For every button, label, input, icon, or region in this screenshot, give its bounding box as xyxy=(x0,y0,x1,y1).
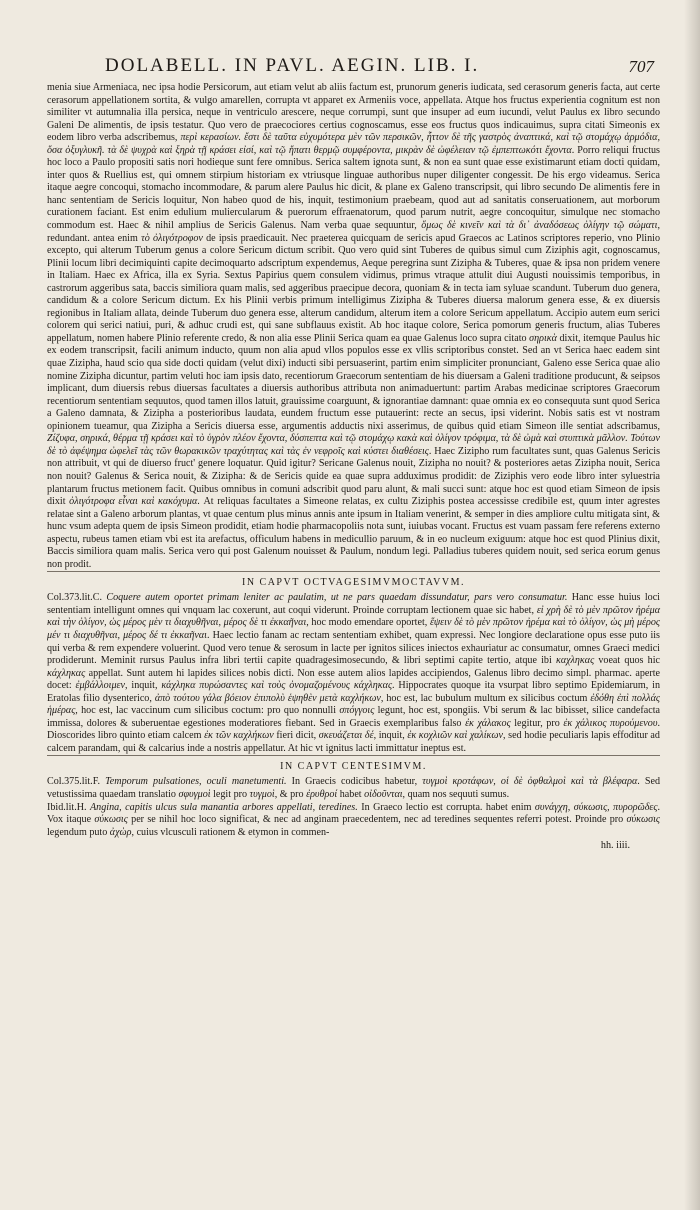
greek-quotation: σύκωσις xyxy=(94,814,128,826)
greek-quotation: ἐκ κοχλιῶν καὶ χαλίκων xyxy=(407,730,504,742)
text-run: Col.375.lit.F. xyxy=(47,776,106,788)
text-run: de ipsis praedicauit. Nec praeterea quicquam de sericis apud Graecos ac Latinos scriptores reperio, vno Plinio excepto, qui alterum Tuberum genus a colore Sericum dictum scribit. Quo vero quid sint Tuberes de quibus simul cum Ziziphis agit, cognoscamus, Plinii locum libri decimiquinti capite decimoquarto adscriptum expendemus, Aeque peregrina sunt Zizipha & Tuberes, quae & ipsa non pridem venere in Italiam. Haec ex Africa, illa ex Syria. Sextus Papirius quem consulem vidimus, primus vtraque attulit diui Augusti nouissimis temporibus, in castrorum aggeribus sata, baccis similiora quam malis, sed aggeribus praecipue decora, quoniam & in tecta iam syluae scandunt. Tuberum duo genera, candidum & a colore Sericum dictum. Ex his Plinii verbis primum intelligimus Zizipha & Tuberes diuersa malorum genera esse, & ex diuersis regionibus in Italiam allata, deinde Tuberum duo genera esse, alterum candidum, alterum item a colore Sericum appellatum. Accipio autem eum serici colorem qui serici natiui, puri, & adhuc crudi est, qui sane subflauus existit. Ab hoc itaque colore, Serica pomorum generis fructum, alias Tuberes appellatum, nomen habere Plinio referente credo, & non alia esse Plinii Serica quam ea quae Galenus loco supra citato xyxy=(47,232,660,344)
text-run: , & pro xyxy=(274,788,307,800)
text-run: . At reliquas facultates a Simeone relatas, ex cultu Ziziphis postea accessisse credibile est, quum inter agrestes relatae sint a Galeno arborum plantas, vt quae centum plus minus annis ante ipsum in Italiam venerint, & semper in dies ampliore cultu mitigata sint, & hunc vsum adepta quem de ipsis Simeon prodidit, etiam hodie pharmacopoliis nota sunt, iuiubas vocant. Fructus est vuam passam fere referens externo aspectu, rubeus tamen etiam vbi est ita arefactus, officulum habens in medicullio paruum, & in eo nucleum exiguum: atque hoc est quod Plinius dixit, Baccis similiora quam malis. Serica vero qui post Galenum nouisset & Paulum, nondum legi. Palladius tuberes quidem nouit, sed serica eorum genus non prodit. xyxy=(47,496,660,570)
section-paragraph xyxy=(47,776,660,801)
text-run: , hoc modo emendare oportet, xyxy=(306,617,430,629)
text-run: , inquit, xyxy=(373,730,408,742)
text-run: . Dioscorides libro quinto etiam calcem xyxy=(47,717,660,742)
text-run: . Porro reliqui fructus hoc loco a Paulo propositi satis nori hodieque sunt fere omnibus. Serica saltem ignota sunt, & non ea sunt quae esse existimarunt etiam docti quidam, inter quos & Ruellius est, qui omnem stirpium historiam ex vtriusque linguae authoribus nuper diligenter congessit. De his ergo videamus. Serica itaque aegre concoqui, stomacho incommodare, & parum alere Paulus hic dicit, & plane ex Galeno transcripsit, qui libro secundo De alimentis fere in hanc sententiam de Sericis loquitur, Non habeo quod de his, inquit, testimonium praebeam, quod aut ad sanitatis conseruationem, aut morborum curationem faciant. Est enim edulium muliercularum & puerorum effraenatorum, quod parum nutrit, aegre concoquitur, simulque nec stomacho commodum est. Haec & nihil amplius de Sericis Galenus. Nam verba quae sequuntur, xyxy=(47,144,660,232)
text-run: legit pro xyxy=(210,788,250,800)
greek-quotation: σπόγγοις xyxy=(339,705,375,717)
text-run: appellat. Sunt autem hi lapides silices nobis dicti. Non esse autem alios lapides accipiendos, Galenus libro decimo simpl. pharmac. aperte docet: xyxy=(47,667,660,692)
section-divider xyxy=(47,571,660,572)
text-run: , cuius vlcusculi rationem & etymon in commen- xyxy=(131,826,330,838)
greek-quotation: ἐκ τῶν καχλήκων xyxy=(204,730,274,742)
text-run: , inquit, xyxy=(125,680,162,692)
greek-quotation: οἰδοῦνται xyxy=(364,788,403,800)
text-run: . Haec lectio fanam ac rectam sententiam exhibet, quam expressi. Nec longiore declaratione opus esse puto iis qui verba & rem expendere voluerint. Quod vero tenue & serosum in lacte per ignitos silices iniectos exhauriatur ac consumatur, omnes Graeci medici prodiderunt. Meminit rursus Paulus infra libri tertii capite quadragesimosecundo, & libri septimi capite tertio, atque ibi xyxy=(47,629,660,667)
text-run: habet xyxy=(337,788,365,800)
section-paragraph xyxy=(47,802,660,840)
greek-quotation: ἐδόθη ἐπὶ πολλάς ἡμέρας xyxy=(47,692,660,717)
section-paragraph xyxy=(47,592,660,755)
greek-quotation: ὀλιγότροφα εἶναι καὶ κακόχυμα xyxy=(69,496,198,508)
text-run: Col.373.lit.C. xyxy=(47,592,107,604)
section-divider xyxy=(47,755,660,756)
text-run: legendum puto xyxy=(47,826,110,838)
lemma-quotation: Angina, capitis ulcus sula manantia arbores appellati, teredines. xyxy=(90,801,358,813)
greek-quotation: περὶ κερασίων. ἔστι δὲ ταῦτα εὐχυμότερα μὲν τῶν περσικῶν, ἧττον δὲ τῆς γαστρὸς ἀναπτικά, καὶ τῷ στομάχῳ ἁρμόδια, ὅσα ὀξυγλυκῆ. τὰ δὲ ψυχρὰ καὶ ξηρὰ τῇ κράσει εἰσί, καὶ τῷ ἥπατι θερμῷ συμφέροντα, μικρὰν δὲ ὠφέλειαν τῷ ἐμπεπτωκότι ἔχοντα xyxy=(47,132,660,156)
commentary-paragraph xyxy=(47,82,660,571)
text-run: In Graeco lectio est corrupta. habet enim xyxy=(357,801,535,813)
text-run: . Vox itaque xyxy=(47,801,661,826)
text-run: legitur, pro xyxy=(510,717,564,729)
text-run: Hanc esse huius loci sententiam intelligunt omnes qui vnquam lac coxerunt, aut coqui viderunt. Proinde corruptam lectionem quae sic habet, xyxy=(47,592,660,616)
greek-quotation: ἐρυθροί xyxy=(306,788,338,800)
text-run: fieri dicit, xyxy=(273,730,319,742)
greek-quotation: σύκωσις xyxy=(626,814,660,826)
greek-quotation: τὸ ὀλιγότροφον xyxy=(141,232,203,244)
body-text xyxy=(47,60,660,851)
text-run: , hoc est, lac bubulum multum ex silicibus coctum xyxy=(380,692,591,704)
greek-quotation: εἰ χρὴ δὲ τὸ μὲν πρῶτον ἠρέμα καὶ τὴν ὀλίγον, ὡς μέρος μὲν τι διαχυθῆναι, μέρος δὲ τι ἐκκαῆναι xyxy=(47,604,660,629)
text-run: menia siue Armeniaca, nec ipsa hodie Persicorum, aut etiam velut ab aliis factum est, prunorum generis iudicata, sed cerasorum generis facta, aut certe cerasorum appellationem sortita, & vulgo amarellen, corrupta vt apparet ex Armeniis voce, appellata. Atque hos fructus experientia cognitum est non similiter vt autumnalia illa persica, neque in ventriculo arescere, neque corrumpi, sunt que insuper ad eum iucundi, velut Paulus ex libro secundo Galeni De alimentis, de ipsis testatur. Quo vero de praecociores certius cognoscamus, esse eos fructus quos indicauimus, supra citati Simeonis ex eodem libro verba adscribemus, xyxy=(47,82,660,144)
greek-quotation: ὅμως δὲ κινεῖν καὶ τὰ δι᾽ ἀναδόσεως ὀλίγην τῷ σώματι xyxy=(421,220,658,232)
greek-quotation: σκευάζεται δέ xyxy=(318,730,374,742)
greek-quotation: ἀπὸ τούτου γάλα βόειον ἐπιπολὺ ἑψηθὲν μετὰ καχλήκων xyxy=(154,692,381,704)
page-header xyxy=(47,0,660,76)
text-run: , hoc est, lac vaccinum cum silicibus coctum: pro quo nonnulli xyxy=(75,705,340,717)
section-heading: IN CAPVT CENTESIMVM. xyxy=(280,761,427,773)
text-run: , redundant. antea enim xyxy=(47,220,661,244)
text-run: . Sed vetustissima quaedam translatio xyxy=(47,776,661,800)
greek-quotation: κάχληκας xyxy=(47,667,86,679)
signature-mark: hh. iiii. xyxy=(600,840,630,852)
greek-quotation: τυγμοὶ κροτάφων, οἱ δὲ ὀφθαλμοὶ καὶ τὰ βλέφαρα xyxy=(422,776,638,788)
greek-quotation: τυγμοὶ xyxy=(249,788,275,800)
text-run: In Graecis codicibus habetur, xyxy=(286,776,423,788)
greek-quotation: σφυγμοὶ xyxy=(178,788,211,800)
greek-quotation: ἐκ χάλικος πυρούμενου xyxy=(563,717,658,729)
text-run: . Hippocrates quoque ita vsurpat libro septimo Epidemiarum, in Eratolas filio dysenterico, xyxy=(47,680,661,704)
text-run: , quam nos sequuti sumus. xyxy=(402,788,510,800)
greek-quotation: ἐμβάλλοιμεν xyxy=(75,680,126,692)
page-number: 707 xyxy=(628,57,654,76)
text-run: legunt, hoc est, spongiis. Vbi serum & lac bibisset, silice candefacta immissa, dolores & suberuentae egestiones moderatiores fiebant. Sed in Graecis exemplaribus falso xyxy=(47,705,661,729)
greek-quotation: ἐκ χάλακος xyxy=(465,717,511,729)
text-run: Ibid.lit.H. xyxy=(47,801,91,813)
greek-quotation: καχληκας xyxy=(555,655,595,667)
text-run: , sed hodie peculiaris lapis effoditur ad calcem parandam, qui & calcarius inde a nostris appellatur. At hic vt ignitus lacti immittatur ineptus est. xyxy=(47,730,660,754)
running-title: DOLABELL. IN PAVL. AEGIN. LIB. I. xyxy=(105,55,480,76)
greek-quotation: συνάγχη, σύκωσις, πυρορῶδες xyxy=(534,801,658,813)
greek-quotation: κάχληκα πυρώσαντες καὶ τοὺς ὀνομαζομένους κάχληκας xyxy=(161,680,393,692)
greek-quotation: ἀχὼρ xyxy=(109,826,132,838)
greek-quotation: ἕψειν δὲ τὸ μὲν πρῶτον ἠρέμα καὶ τὸ ὀλίγον, ὡς μὴ μέρος μέν τι διαχυθῆναι, μέρος δέ τι ἐκκαῆναι xyxy=(47,617,660,641)
greek-quotation: Ζίζυφα, σηρικά, θέρμα τῇ κράσει καὶ τὸ ὑγρὸν πλέον ἔχοντα, δύσπεπτα καὶ τῷ στομάχῳ κακὰ καὶ ὀλίγον τρόφιμα, τὰ δὲ ὠμὰ καὶ στυπτικὰ μᾶλλον. Τούτων δὲ τὸ ἀφέψημα ὠφελεῖ τὰς τῶν θωρακικῶν τραχύτητας καὶ τὰς ἐν νεφροῖς καὶ κύστει διαθέσεις xyxy=(47,433,660,457)
section-heading: IN CAPVT OCTVAGESIMVMOCTAVVM. xyxy=(241,577,465,589)
text-run: dixit, itemque Paulus hic ex eodem transcripsit, facili animum inducto, quum non alia apud vllos populos esse ex vllis scriptoribus constet. Sed an vt Serica haec eadem sint quae Zizipha, haud scio qua side docti quidam (velut dixi) inducti sibi persuaserint, partim enim simpliciter pronunciant, Galeno esse Serica quae alio nomine Zizipha dicuntur, partim veluti hoc iam ipsis dato, recentiorum Graecorum sententiam de his diuersam a Galeni traditione producunt, & seipsos implicant, dum diuersis rebus diuersas facultates a diuersis authoribus attributa non animaduertunt: partim Arabas medicinae scriptores Graecorum recentiorum sententiam sequutos, quod tamen illos latuit, grauissime coarguunt, & ignorantiae damnant: quae omnia ex eo consequuta sunt quod Serica a Galeno damnata, & Zizipha a posterioribus laudata, eundem fructum esse putauerint: recte an secus, ipsi viderint. Nobis satis est vt nostram opinionem tueamur, qua Zizipha a Sericis diuersa esse, argumentis adductis nixi asserimus, de quibus quid etiam Simeon ille sentiat adscribamus, xyxy=(47,332,660,432)
text-run: voeat quos hic xyxy=(594,655,660,667)
lemma-quotation: Temporum pulsationes, oculi manetumenti. xyxy=(105,776,287,788)
text-run: per se nihil hoc loco significat, & nec ad anginam praecedentem, nec ad teredines sequentes referri potest. Proinde pro xyxy=(127,814,627,826)
lemma-quotation: Coquere autem oportet primam leniter ac paulatim, ut ne pars quaedam dissundatur, pars vero consumatur. xyxy=(106,592,568,604)
text-run: . Haec Zizipho rum facultates sunt, quas Galenus Sericis non attribuit, vt qui de diuerso fruct' genere loquatur. Quid igitur? Sericane Galenus nouit, Zizipha no nouit? & posteriores aetas Zizipha nouit, Serica non nouit? Galenus & Serica nouit, & Zizipha: & de Sericis quide ea quae supra adduximus prodidit: de Ziziphis vero eode libro inter syluestria plantarum fructus metionem facit. Quibus omnibus in comuni adscribit quod paru alunt, & mali succi sunt: atque hoc est quod etiam Simeon de ipsis dixit xyxy=(47,445,661,508)
greek-quotation: σηρικὰ xyxy=(529,332,557,344)
